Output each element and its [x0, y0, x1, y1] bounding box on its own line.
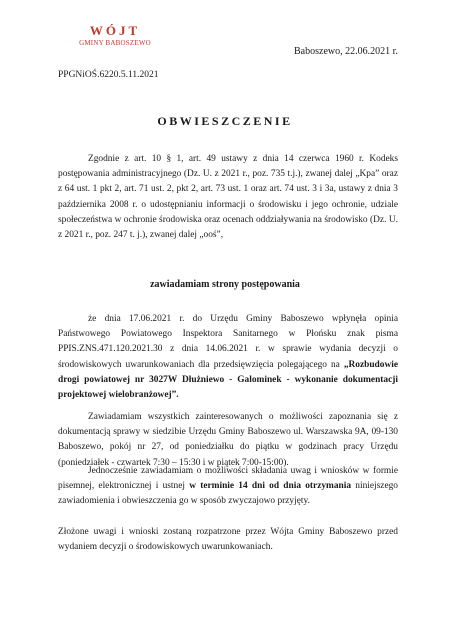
reference-number: PPGNiOŚ.6220.5.11.2021 [58, 70, 159, 80]
paragraph-text-before: Jednocześnie zawiadamiam o możliwości składania uwag i wniosków w formie pisemnej, elektronicznej i ustnej [58, 466, 398, 492]
document-title: OBWIESZCZENIE [157, 114, 293, 128]
paragraph-text: Złożone uwagi i wnioski zostaną rozpatrzone przez Wójta Gminy Baboszewo przed wydaniem decyzji o środowiskowych uwarunkowaniach. [58, 527, 398, 553]
place-date: Baboszewo, 22.06.2021 r. [294, 46, 398, 57]
access-paragraph [58, 410, 398, 471]
project-name: „Rozbudowie drogi powiatowej nr 3027W Dłużniewo - Galominek - wykonanie dokumentacji projektowej wielobranżowej”. [58, 359, 398, 401]
paragraph-text: Zawiadamiam wszystkich zainteresowanych o możliwości zapoznania się z dokumentacją sprawy w siedzibie Urzędu Gminy Baboszewo ul. Warszawska 9A, 09-130 Baboszewo, pokój nr 27, od poniedziałku do piątku w godzinach pracy Urzędu (poniedziałek - czwartek 7:30 – 15:30 i w piątek 7:00-15:00). [58, 412, 398, 468]
deadline-text: w terminie 14 dni od dnia otrzymania [189, 481, 352, 492]
paragraph-text [58, 464, 398, 510]
closing-paragraph [58, 525, 398, 555]
legal-basis-paragraph [58, 152, 398, 243]
paragraph-text [58, 312, 398, 403]
notify-heading: zawiadamiam strony postępowania [150, 279, 300, 290]
paragraph-text-after: niniejszego zawiadomienia i obwieszczenia go w sposób zwyczajowo przyjęty. [58, 481, 398, 507]
stamp-title: WÓJT [89, 23, 141, 38]
paragraph-text: Zgodnie z art. 10 § 1, art. 49 ustawy z dnia 14 czerwca 1960 r. Kodeks postępowania administracyjnego (Dz. U. z 2021 r., poz. 735 t.j.), zwanej dalej „Kpa” oraz z 64 ust. 1 pkt 2, art. 71 ust. 2, pkt 2, art. 73 ust. 1 oraz art. 74 ust. 3 i 3a, ustawy z dnia 3 października 2008 r. o udostępnianiu informacji o środowisku i jego ochronie, udziale społeczeństwa w ochronie środowiska oraz ocenach oddziaływania na środowisko (Dz. U. z 2021 r., poz. 247 t. j.), zwanej dalej „ooś”, [58, 154, 398, 241]
stamp-subtitle: GMINY BABOSZEWO [79, 39, 151, 47]
paragraph-text-plain: że dnia 17.06.2021 r. do Urzędu Gminy Baboszewo wpłynęła opinia Państwowego Powiatowego Inspektora Sanitarnego w Płońsku znak pisma PPIS.ZNS.471.120.2021.30 z dnia 14.06.2021 r. w sprawie wydania decyzji o środowiskowych uwarunkowaniach dla przedsięwzięcia polegającego na [58, 314, 398, 370]
opinion-paragraph [58, 312, 398, 403]
remarks-paragraph [58, 464, 398, 510]
office-stamp [60, 24, 170, 47]
